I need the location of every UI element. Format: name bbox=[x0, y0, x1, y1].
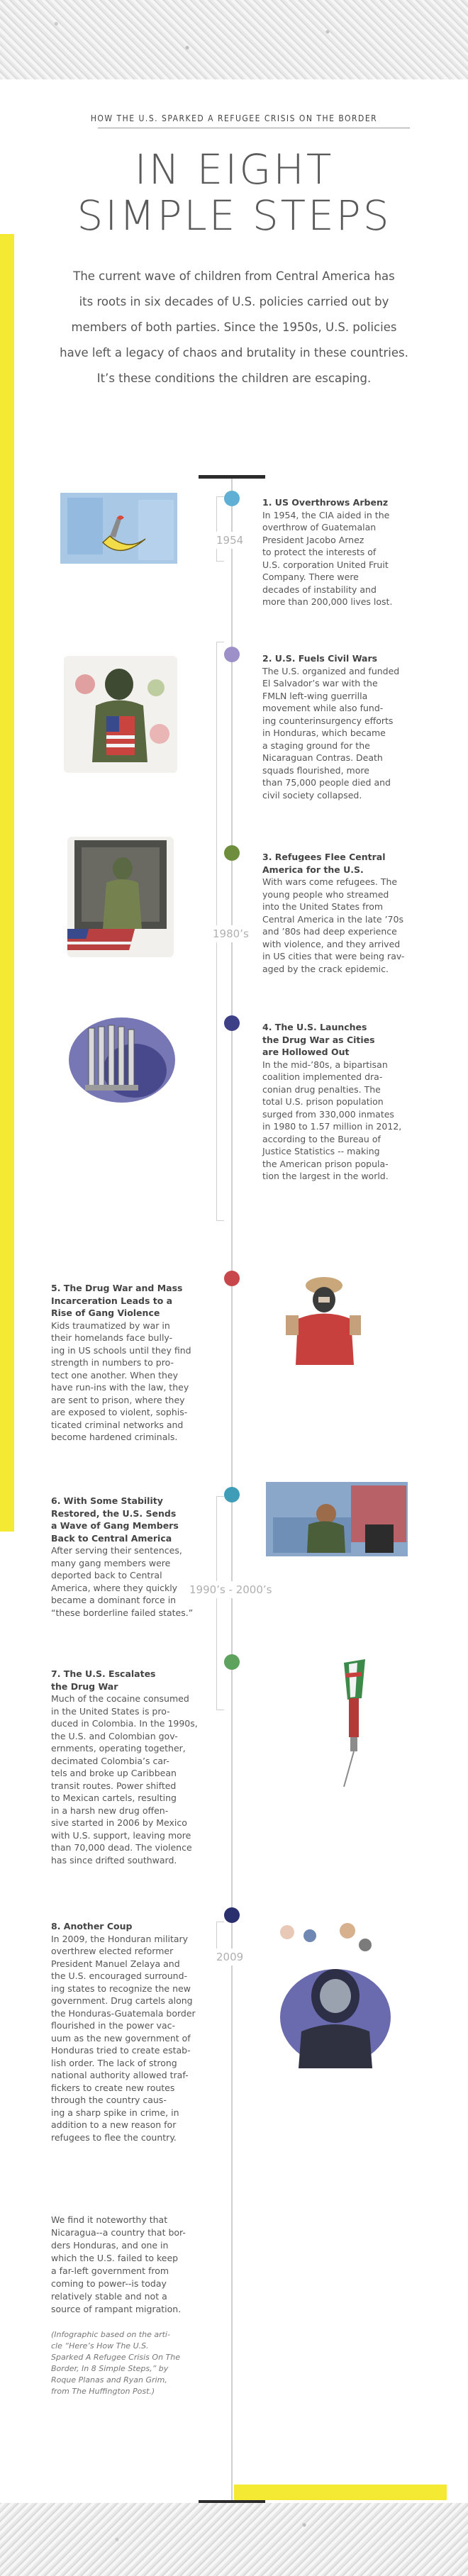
step-line: into the United States from bbox=[262, 901, 384, 912]
credit-line: Sparked A Refugee Crisis On The bbox=[51, 2353, 180, 2362]
year-label: 2009 bbox=[215, 1948, 245, 1966]
step-body bbox=[51, 1320, 207, 1444]
intro-line: It’s these conditions the children are escaping. bbox=[96, 372, 372, 385]
timeline-dot bbox=[224, 491, 240, 506]
yellow-accent-bar bbox=[0, 234, 14, 1532]
step-line: become hardened criminals. bbox=[51, 1432, 178, 1442]
riot-police-illustration bbox=[273, 1918, 394, 2070]
step-line: The U.S. organized and funded bbox=[262, 665, 400, 676]
step-line: young people who streamed bbox=[262, 888, 389, 900]
step-body bbox=[51, 1693, 207, 1866]
step-line: tion the largest in the world. bbox=[262, 1171, 389, 1181]
step-heading bbox=[51, 1495, 207, 1544]
step-line: to protect the interests of bbox=[262, 547, 377, 557]
step-body bbox=[262, 876, 415, 975]
step-body bbox=[51, 1933, 207, 2144]
step-line: coalition implemented dra- bbox=[262, 1071, 383, 1082]
step-line: duced in Colombia. In the 1990s, bbox=[51, 1718, 198, 1729]
step-line: in US cities that were being rav- bbox=[262, 951, 405, 961]
step-line: ing a sharp spike in crime, in bbox=[51, 2107, 179, 2118]
note-line: a far-left government from bbox=[51, 2265, 169, 2276]
step-line: decades of instability and bbox=[262, 584, 377, 595]
step-line: conian drug penalties. The bbox=[262, 1083, 381, 1095]
step-line: more than 200,000 lives lost. bbox=[262, 596, 393, 607]
step-line: has since drifted southward. bbox=[51, 1854, 177, 1866]
step-heading-line: 3. Refugees Flee Central bbox=[262, 852, 386, 862]
step-heading: 1. US Overthrows Arbenz bbox=[262, 497, 389, 508]
page-title-line-1: IN EIGHT bbox=[134, 145, 334, 194]
step-line: El Salvador’s war with the bbox=[262, 678, 378, 688]
source-credit bbox=[51, 2329, 207, 2397]
yellow-accent-bar-bottom bbox=[234, 2485, 447, 2500]
step-line: overthrew elected reformer bbox=[51, 1946, 174, 1956]
step-line: In 1954, the CIA aided in the bbox=[262, 509, 390, 520]
step-heading-line: 4. The U.S. Launches bbox=[262, 1022, 367, 1032]
step-line: President Manuel Zelaya and bbox=[51, 1958, 180, 1969]
step-line: their homelands face bully- bbox=[51, 1332, 173, 1343]
step-line: ing in US schools until they find bbox=[51, 1344, 191, 1356]
step-line: squads flourished, more bbox=[262, 764, 369, 776]
step-line: in a harsh new drug offen- bbox=[51, 1805, 169, 1816]
step-line: surged from 330,000 inmates bbox=[262, 1108, 394, 1120]
step-line: through the country caus- bbox=[51, 2095, 167, 2105]
step-line: many gang members were bbox=[51, 1557, 171, 1568]
gang-member-illustration bbox=[280, 1266, 365, 1379]
step-line: flourished in the power vac- bbox=[51, 2020, 175, 2031]
step-8 bbox=[51, 1920, 207, 2143]
intro-line: have left a legacy of chaos and brutality in these countries. bbox=[60, 346, 408, 359]
step-line: Justice Statistics -- making bbox=[262, 1146, 380, 1156]
step-7 bbox=[51, 1668, 207, 1866]
step-line: to Mexican cartels, resulting bbox=[51, 1792, 177, 1803]
step-line: than 75,000 people died and bbox=[262, 777, 391, 788]
step-line: and ’80s had deep experience bbox=[262, 926, 397, 937]
step-line: the U.S. encouraged surround- bbox=[51, 1970, 188, 1981]
kicker: HOW THE U.S. SPARKED A REFUGEE CRISIS ON THE BORDER bbox=[90, 113, 378, 123]
step-line: the U.S. and Colombian gov- bbox=[51, 1730, 178, 1741]
step-line: are exposed to violent, sophis- bbox=[51, 1407, 188, 1417]
step-line: U.S. corporation United Fruit bbox=[262, 559, 389, 570]
paper-texture-header bbox=[0, 0, 468, 79]
timeline-dot bbox=[224, 845, 240, 861]
step-line: with violence, and they arrived bbox=[262, 938, 401, 949]
step-heading bbox=[262, 1021, 415, 1059]
step-line: movement while also fund- bbox=[262, 703, 384, 713]
step-line: with U.S. support, leaving more bbox=[51, 1829, 191, 1841]
step-body bbox=[262, 509, 415, 608]
step-5 bbox=[51, 1282, 207, 1444]
timeline-dot bbox=[224, 647, 240, 662]
step-line: uum as the new government of bbox=[51, 2032, 191, 2043]
step-heading-line: are Hollowed Out bbox=[262, 1047, 350, 1057]
step-body bbox=[262, 665, 415, 802]
step-line: overthrow of Guatemalan bbox=[262, 522, 377, 533]
timeline-dot bbox=[224, 1907, 240, 1923]
step-heading bbox=[262, 851, 415, 876]
step-line: refugees to flee the country. bbox=[51, 2131, 177, 2143]
page-title-line-2: SIMPLE STEPS bbox=[77, 191, 391, 240]
note-line: which the U.S. failed to keep bbox=[51, 2253, 179, 2263]
credit-line: cle “Here’s How The U.S. bbox=[51, 2341, 149, 2351]
step-heading-line: the Drug War as Cities bbox=[262, 1034, 375, 1045]
step-line: sive started in 2006 by Mexico bbox=[51, 1817, 187, 1828]
credit-line: Border, In 8 Simple Steps,” by bbox=[51, 2364, 169, 2373]
step-line: than 70,000 dead. The violence bbox=[51, 1842, 192, 1853]
year-label: 1954 bbox=[215, 532, 245, 549]
step-heading-line: 6. With Some Stability bbox=[51, 1495, 163, 1506]
era-bracket bbox=[216, 496, 224, 562]
step-line: Much of the cocaine consumed bbox=[51, 1693, 189, 1704]
note-line: coming to power--is today bbox=[51, 2278, 167, 2289]
step-line: Central America in the late ’70s bbox=[262, 913, 403, 925]
step-line: After serving their sentences, bbox=[51, 1545, 182, 1556]
credit-line: (Infographic based on the arti- bbox=[51, 2330, 170, 2339]
step-line: ernments, operating together, bbox=[51, 1743, 186, 1753]
year-label: 1990’s - 2000’s bbox=[188, 1581, 273, 1598]
step-heading-line: Rise of Gang Violence bbox=[51, 1307, 160, 1318]
step-heading: 8. Another Coup bbox=[51, 1921, 133, 1931]
note-line: Nicaragua--a country that bor- bbox=[51, 2227, 186, 2238]
step-1 bbox=[262, 496, 415, 608]
banana-illustration bbox=[60, 489, 184, 567]
step-line: lish order. The lack of strong bbox=[51, 2057, 177, 2068]
intro-line: The current wave of children from Central America has bbox=[73, 269, 395, 283]
step-line: In the mid-’80s, a bipartisan bbox=[262, 1059, 388, 1070]
step-line: ticated criminal networks and bbox=[51, 1419, 184, 1430]
step-line: are sent to prison, where they bbox=[51, 1394, 185, 1405]
step-line: government. Drug cartels along bbox=[51, 1995, 193, 2006]
step-line: tels and broke up Caribbean bbox=[51, 1768, 177, 1778]
prison-bars-illustration bbox=[67, 1014, 177, 1106]
soldier-flag-illustration bbox=[64, 656, 177, 773]
step-line: Company. There were bbox=[262, 571, 359, 582]
step-heading-line: a Wave of Gang Members bbox=[51, 1520, 179, 1531]
step-heading-line: the Drug War bbox=[51, 1680, 118, 1692]
step-heading bbox=[51, 1282, 207, 1320]
step-line: strength in numbers to pro- bbox=[51, 1357, 174, 1368]
deportation-illustration bbox=[266, 1475, 408, 1560]
note-line: relatively stable and not a bbox=[51, 2291, 167, 2302]
note-line: We find it noteworthy that bbox=[51, 2214, 168, 2225]
note-line: ders Honduras, and one in bbox=[51, 2240, 169, 2251]
step-body bbox=[262, 1059, 415, 1183]
step-line: “these borderline failed states.” bbox=[51, 1607, 194, 1618]
intro-line: members of both parties. Since the 1950s, U.S. policies bbox=[71, 320, 397, 334]
step-line: In 2009, the Honduran military bbox=[51, 1933, 189, 1944]
step-line: President Jacobo Arnez bbox=[262, 534, 364, 545]
step-line: became a dominant force in bbox=[51, 1595, 177, 1605]
timeline-dot bbox=[224, 1271, 240, 1286]
paper-texture-footer bbox=[0, 2503, 468, 2576]
step-line: total U.S. prison population bbox=[262, 1096, 384, 1107]
step-line: deported back to Central bbox=[51, 1570, 162, 1580]
step-line: tect one another. When they bbox=[51, 1369, 179, 1381]
year-label: 1980’s bbox=[211, 925, 250, 942]
step-body bbox=[51, 1544, 207, 1619]
step-6 bbox=[51, 1495, 207, 1619]
step-line: FMLN left-wing guerrilla bbox=[262, 690, 368, 701]
step-line: Honduras tried to create estab- bbox=[51, 2045, 191, 2056]
step-heading-line: 5. The Drug War and Mass bbox=[51, 1283, 183, 1293]
intro-paragraph bbox=[57, 264, 411, 391]
step-line: America, where they quickly bbox=[51, 1582, 178, 1593]
step-line: a staging ground for the bbox=[262, 740, 370, 751]
step-heading-line: America for the U.S. bbox=[262, 864, 364, 875]
step-line: in the United States is pro- bbox=[51, 1705, 170, 1717]
step-line: transit routes. Power shifted bbox=[51, 1780, 177, 1791]
timeline-dot bbox=[224, 1015, 240, 1031]
dart-illustration bbox=[312, 1656, 383, 1797]
step-2 bbox=[262, 652, 415, 801]
step-line: according to the Bureau of bbox=[262, 1133, 381, 1144]
closing-note bbox=[51, 2214, 207, 2316]
step-heading-line: Back to Central America bbox=[51, 1532, 172, 1544]
step-line: aged by the crack epidemic. bbox=[262, 963, 389, 974]
timeline-dot bbox=[224, 1654, 240, 1670]
note-line: source of rampant migration. bbox=[51, 2304, 182, 2314]
step-line: Nicaraguan Contras. Death bbox=[262, 752, 383, 763]
step-4 bbox=[262, 1021, 415, 1183]
credit-line: from The Huffington Post.) bbox=[51, 2387, 155, 2396]
era-bracket bbox=[216, 1496, 224, 1710]
step-line: Kids traumatized by war in bbox=[51, 1320, 170, 1331]
step-line: national authority allowed traf- bbox=[51, 2070, 189, 2080]
step-heading-line: Restored, the U.S. Sends bbox=[51, 1507, 177, 1519]
step-line: decimated Colombia’s car- bbox=[51, 1755, 169, 1766]
timeline-dot bbox=[224, 1487, 240, 1502]
step-line: With wars come refugees. The bbox=[262, 876, 398, 887]
step-line: fickers to create new routes bbox=[51, 2082, 175, 2093]
step-heading-line: Incarceration Leads to a bbox=[51, 1295, 173, 1306]
step-3 bbox=[262, 851, 415, 975]
step-line: civil society collapsed. bbox=[262, 789, 362, 801]
step-line: ing counterinsurgency efforts bbox=[262, 715, 394, 726]
credit-line: Roque Planas and Ryan Grim, bbox=[51, 2375, 167, 2385]
step-line: have run-ins with the law, they bbox=[51, 1382, 189, 1393]
intro-line: its roots in six decades of U.S. policies carried out by bbox=[79, 295, 389, 308]
step-line: in Honduras, which became bbox=[262, 727, 386, 738]
step-line: the American prison popula- bbox=[262, 1158, 389, 1169]
step-line: addition to a new reason for bbox=[51, 2119, 177, 2130]
step-line: the Honduras-Guatemala border bbox=[51, 2007, 196, 2019]
step-heading-line: 7. The U.S. Escalates bbox=[51, 1668, 156, 1679]
step-heading: 2. U.S. Fuels Civil Wars bbox=[262, 653, 378, 664]
step-line: ing states to recognize the new bbox=[51, 1983, 191, 1994]
refugee-doormat-illustration bbox=[67, 837, 174, 957]
step-line: in 1980 to 1.57 million in 2012, bbox=[262, 1121, 402, 1132]
step-heading bbox=[51, 1668, 207, 1693]
